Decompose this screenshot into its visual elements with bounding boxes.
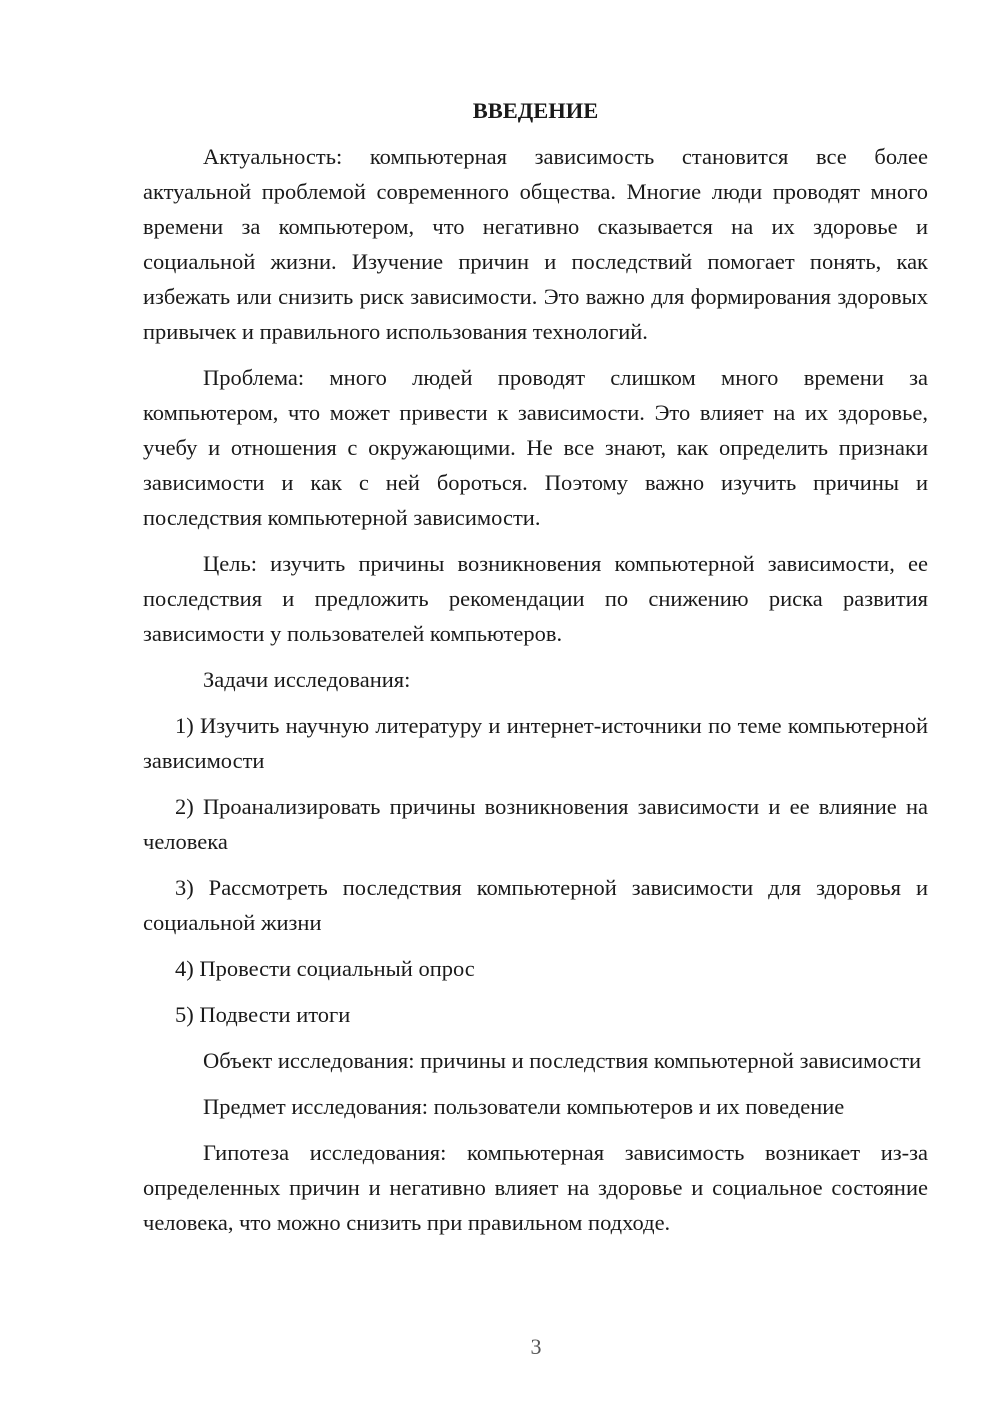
- task-item-1: 1) Изучить научную литературу и интернет-источники по теме компьютерной зависимости: [143, 713, 928, 773]
- hypothesis-paragraph: Гипотеза исследования: компьютерная зависимость возникает из-за определенных причин и негативно влияет на здоровье и социальное состояние человека, что можно снизить при правильном подходе.: [143, 1140, 928, 1235]
- task-item-2: 2) Проанализировать причины возникновения зависимости и ее влияние на человека: [143, 794, 928, 854]
- problem-paragraph: Проблема: много людей проводят слишком много времени за компьютером, что может привести к зависимости. Это влияет на их здоровье, учебу и отношения с окружающими. Не все знают, как определить признаки зависимости и как с ней бороться. Поэтому важно изучить причины и последствия компьютерной зависимости.: [143, 365, 928, 530]
- page-content: [143, 93, 928, 1251]
- object-paragraph: Объект исследования: причины и последствия компьютерной зависимости: [203, 1048, 922, 1073]
- task-item-3: 3) Рассмотреть последствия компьютерной зависимости для здоровья и социальной жизни: [143, 875, 928, 935]
- section-title: ВВЕДЕНИЕ: [472, 98, 599, 123]
- subject-paragraph: Предмет исследования: пользователи компьютеров и их поведение: [203, 1094, 845, 1119]
- task-item-5: 5) Подвести итоги: [175, 1002, 351, 1027]
- goal-paragraph: Цель: изучить причины возникновения компьютерной зависимости, ее последствия и предложить рекомендации по снижению риска развития зависимости у пользователей компьютеров.: [143, 551, 928, 646]
- tasks-heading: Задачи исследования:: [203, 667, 411, 692]
- relevance-paragraph: Актуальность: компьютерная зависимость становится все более актуальной проблемой современного общества. Многие люди проводят много времени за компьютером, что негативно сказывается на их здоровье и социальной жизни. Изучение причин и последствий помогает понять, как избежать или снизить риск зависимости. Это важно для формирования здоровых привычек и правильного использования технологий.: [143, 144, 928, 344]
- task-item-4: 4) Провести социальный опрос: [175, 956, 475, 981]
- page-number: 3: [530, 1334, 542, 1359]
